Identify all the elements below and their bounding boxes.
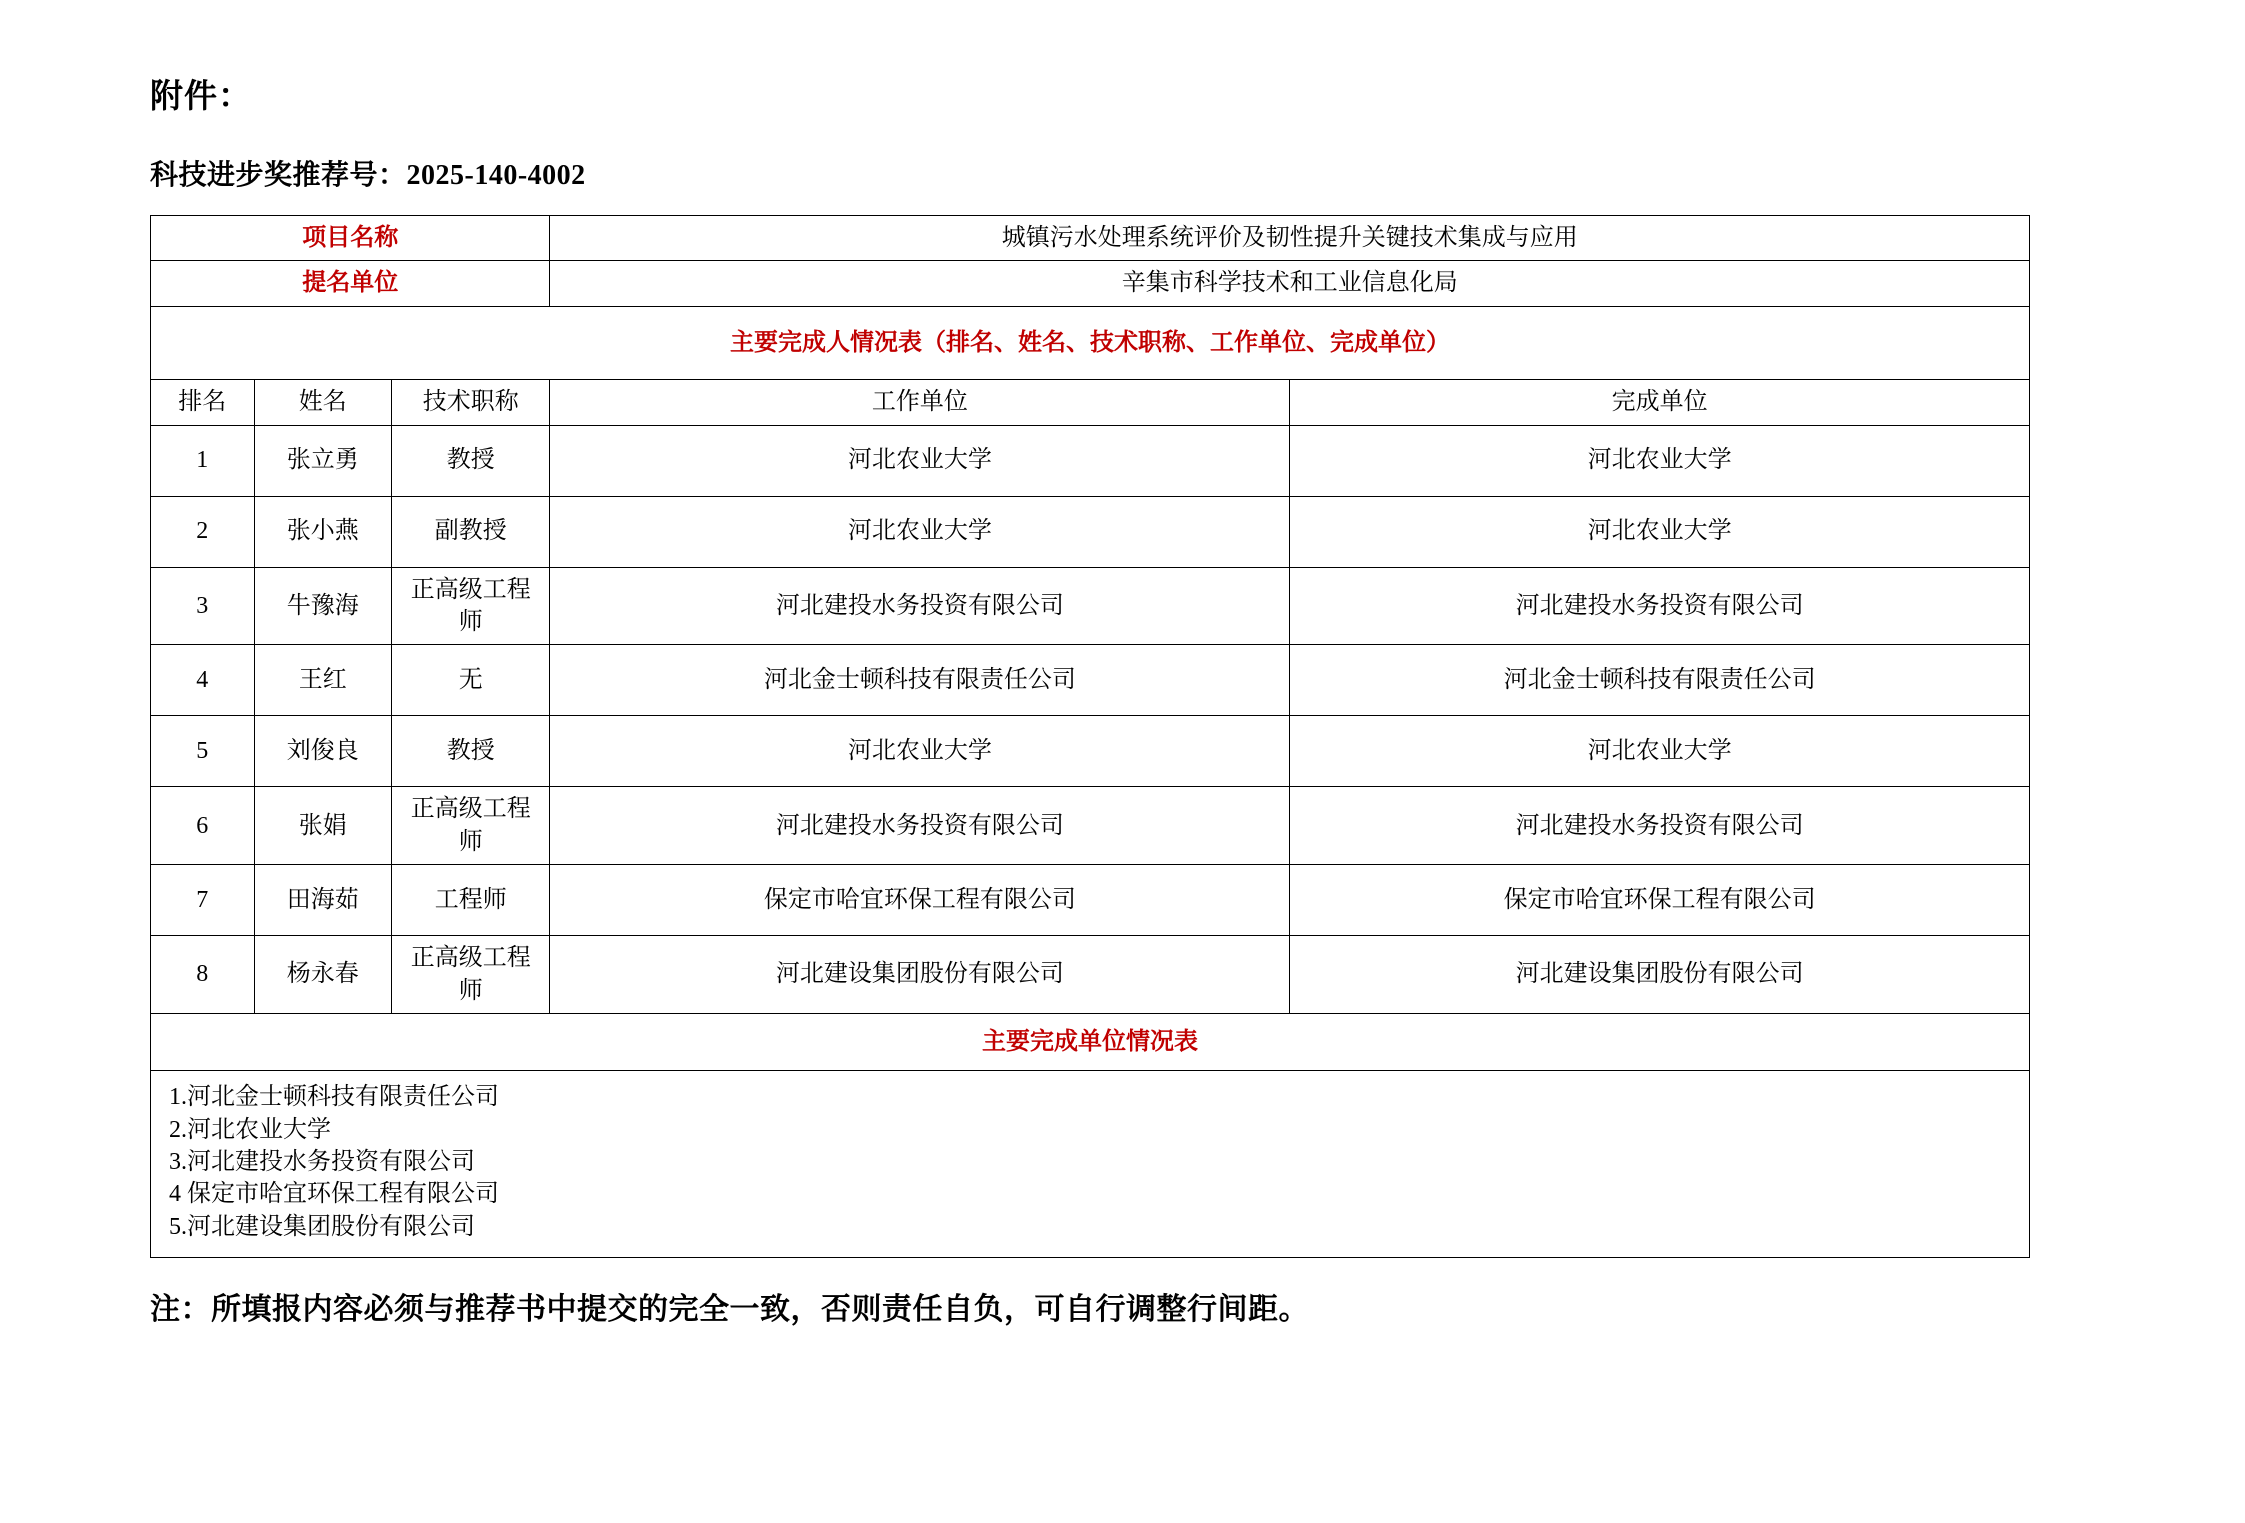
cell-done-unit: 河北金士顿科技有限责任公司	[1290, 645, 2030, 716]
table-row	[151, 936, 2030, 1014]
table-row	[151, 787, 2030, 865]
header-name: 姓名	[254, 380, 391, 425]
table-row	[151, 567, 2030, 645]
units-list	[151, 1071, 2030, 1258]
cell-work-unit: 河北建投水务投资有限公司	[550, 787, 1290, 865]
cell-name: 杨永春	[254, 936, 391, 1014]
cell-work-unit: 河北建投水务投资有限公司	[550, 567, 1290, 645]
cell-done-unit: 河北农业大学	[1290, 496, 2030, 567]
table-row	[151, 496, 2030, 567]
recommend-number-value: 2025-140-4002	[406, 160, 586, 191]
cell-title: 正高级工程师	[391, 567, 550, 645]
table-row	[151, 645, 2030, 716]
attachment-label: 附件：	[150, 79, 252, 115]
table-row	[151, 716, 2030, 787]
cell-done-unit: 河北建投水务投资有限公司	[1290, 567, 2030, 645]
cell-rank: 2	[151, 496, 255, 567]
award-table	[150, 215, 2030, 1258]
contributors-banner-row	[151, 306, 2030, 379]
list-item: 3.河北建投水务投资有限公司	[169, 1149, 475, 1176]
header-work-unit: 工作单位	[550, 380, 1290, 425]
project-name-row	[151, 216, 2030, 261]
cell-name: 牛豫海	[254, 567, 391, 645]
units-banner-row	[151, 1013, 2030, 1070]
cell-title: 正高级工程师	[391, 787, 550, 865]
cell-name: 田海茹	[254, 865, 391, 936]
list-item: 1.河北金士顿科技有限责任公司	[169, 1084, 499, 1111]
cell-work-unit: 河北农业大学	[550, 496, 1290, 567]
project-name-value: 城镇污水处理系统评价及韧性提升关键技术集成与应用	[550, 216, 2030, 261]
cell-rank: 7	[151, 865, 255, 936]
cell-rank: 3	[151, 567, 255, 645]
project-name-label: 项目名称	[151, 216, 550, 261]
cell-done-unit: 河北建设集团股份有限公司	[1290, 936, 2030, 1014]
table-header-row	[151, 380, 2030, 425]
units-list-row	[151, 1071, 2030, 1258]
footer-note: 注：所填报内容必须与推荐书中提交的完全一致，否则责任自负，可自行调整行间距。	[150, 1293, 1309, 1327]
cell-rank: 1	[151, 425, 255, 496]
cell-work-unit: 河北农业大学	[550, 425, 1290, 496]
cell-rank: 8	[151, 936, 255, 1014]
cell-title: 教授	[391, 716, 550, 787]
list-item: 4 保定市哈宜环保工程有限公司	[169, 1181, 499, 1208]
units-banner: 主要完成单位情况表	[151, 1013, 2030, 1070]
table-row	[151, 425, 2030, 496]
cell-title: 正高级工程师	[391, 936, 550, 1014]
nominating-unit-row	[151, 261, 2030, 306]
nominating-unit-label: 提名单位	[151, 261, 550, 306]
cell-name: 张小燕	[254, 496, 391, 567]
list-item: 2.河北农业大学	[169, 1116, 331, 1143]
nominating-unit-value: 辛集市科学技术和工业信息化局	[550, 261, 2030, 306]
cell-done-unit: 保定市哈宜环保工程有限公司	[1290, 865, 2030, 936]
cell-rank: 4	[151, 645, 255, 716]
cell-work-unit: 河北农业大学	[550, 716, 1290, 787]
recommend-number-line	[150, 153, 2105, 193]
cell-done-unit: 河北农业大学	[1290, 716, 2030, 787]
cell-name: 张娟	[254, 787, 391, 865]
cell-title: 工程师	[391, 865, 550, 936]
cell-rank: 5	[151, 716, 255, 787]
header-done-unit: 完成单位	[1290, 380, 2030, 425]
cell-title: 无	[391, 645, 550, 716]
cell-rank: 6	[151, 787, 255, 865]
cell-done-unit: 河北建投水务投资有限公司	[1290, 787, 2030, 865]
contributors-banner: 主要完成人情况表（排名、姓名、技术职称、工作单位、完成单位）	[151, 306, 2030, 379]
cell-done-unit: 河北农业大学	[1290, 425, 2030, 496]
cell-title: 副教授	[391, 496, 550, 567]
cell-name: 王红	[254, 645, 391, 716]
table-row	[151, 865, 2030, 936]
header-title: 技术职称	[391, 380, 550, 425]
cell-work-unit: 河北金士顿科技有限责任公司	[550, 645, 1290, 716]
list-item: 5.河北建设集团股份有限公司	[169, 1213, 475, 1240]
recommend-number-label: 科技进步奖推荐号：	[150, 160, 407, 191]
cell-work-unit: 保定市哈宜环保工程有限公司	[550, 865, 1290, 936]
cell-work-unit: 河北建设集团股份有限公司	[550, 936, 1290, 1014]
cell-title: 教授	[391, 425, 550, 496]
cell-name: 刘俊良	[254, 716, 391, 787]
cell-name: 张立勇	[254, 425, 391, 496]
header-rank: 排名	[151, 380, 255, 425]
